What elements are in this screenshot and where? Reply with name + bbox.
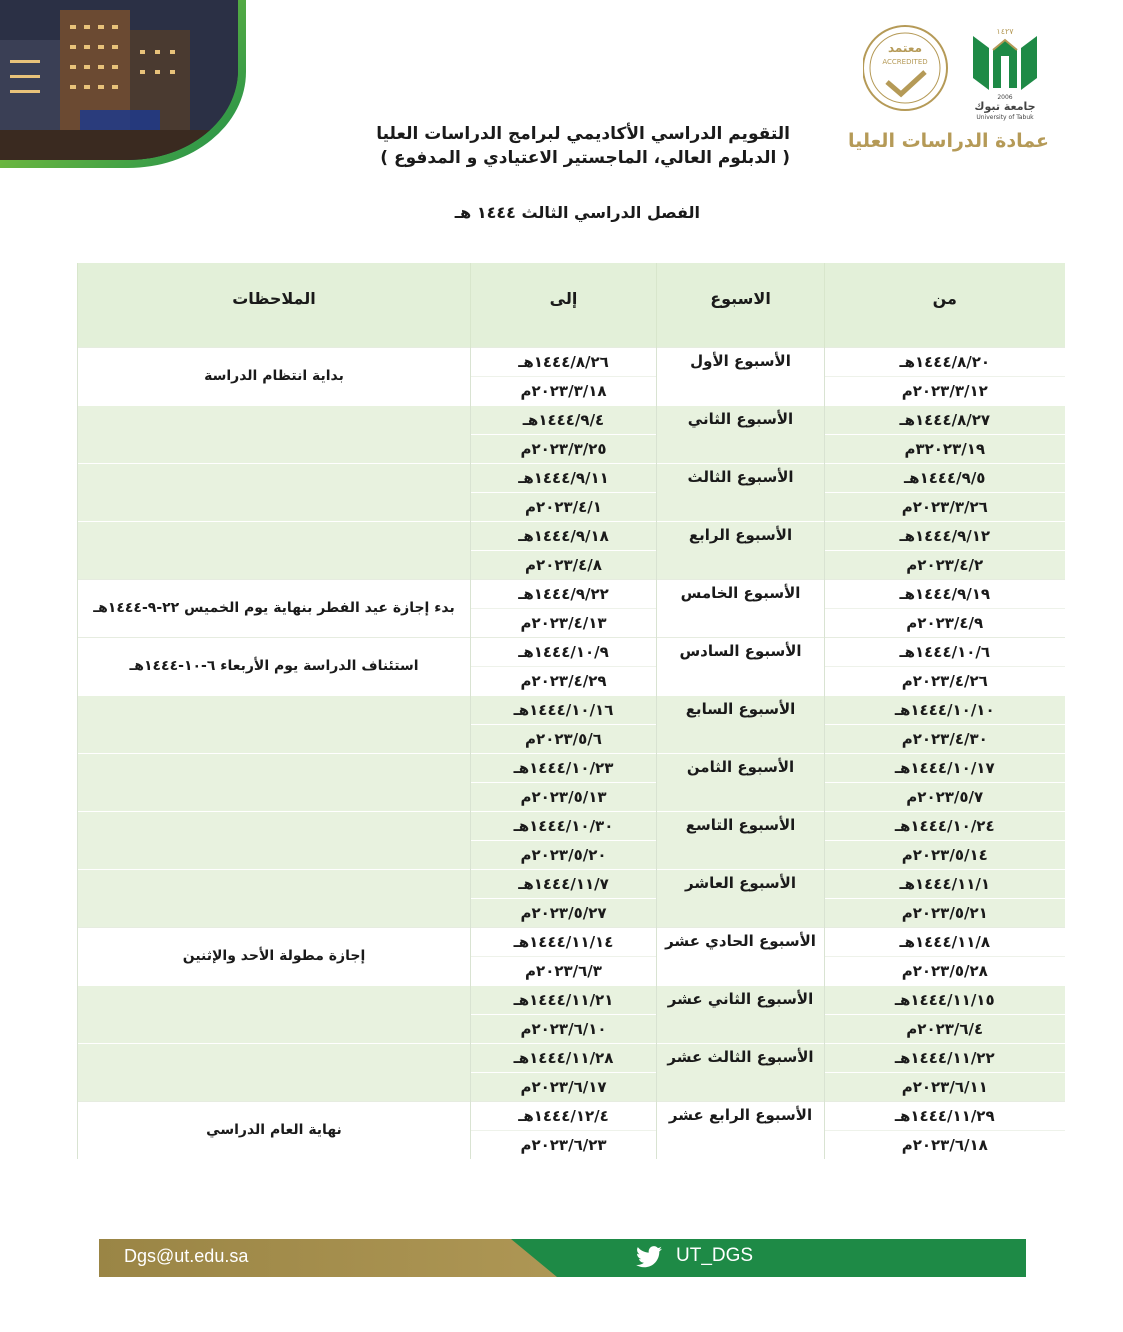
table-row [78,927,1065,956]
from-gregorian: ٢٠٢٣/٥/٢٨م [825,956,1065,985]
week-label: الأسبوع السادس [657,637,825,695]
to-hijri: ١٤٤٤/٩/١١هـ [471,463,657,492]
footer-twitter-handle[interactable]: UT_DGS [676,1245,754,1266]
notes-cell [78,985,471,1043]
to-gregorian: ٢٠٢٣/٥/٢٧م [471,898,657,927]
notes-cell [78,753,471,811]
notes-cell [78,463,471,521]
from-gregorian: ٢٠٢٣/٥/١٤م [825,840,1065,869]
to-hijri: ١٤٤٤/١٠/٢٣هـ [471,753,657,782]
week-label: الأسبوع السابع [657,695,825,753]
from-gregorian: ٢٠٢٣/٤/٢م [825,550,1065,579]
table-row [78,811,1065,840]
week-label: الأسبوع الثالث عشر [657,1043,825,1101]
week-label: الأسبوع الثاني [657,405,825,463]
notes-cell: نهاية العام الدراسي [78,1101,471,1159]
from-gregorian: ٢٠٢٣/٤/٩م [825,608,1065,637]
table-row [78,1043,1065,1072]
from-hijri: ١٤٤٤/٩/٥هـ [825,463,1065,492]
from-gregorian: ٢٠٢٣/٤/٢٦م [825,666,1065,695]
notes-cell: استئناف الدراسة يوم الأربعاء ٦-١٠-١٤٤٤هـ [78,637,471,695]
table-header-row [78,263,1065,347]
university-logo [863,22,1043,122]
table-row [78,1101,1065,1130]
notes-cell: بداية انتظام الدراسة [78,347,471,405]
logo-year: 2006 [997,94,1013,101]
week-label: الأسبوع الثاني عشر [657,985,825,1043]
table-row [78,463,1065,492]
week-label: الأسبوع الخامس [657,579,825,637]
week-label: الأسبوع التاسع [657,811,825,869]
to-hijri: ١٤٤٤/٩/٤هـ [471,405,657,434]
to-gregorian: ٢٠٢٣/٦/٣م [471,956,657,985]
to-hijri: ١٤٤٤/١١/٢١هـ [471,985,657,1014]
table-row [78,521,1065,550]
calendar-table [77,263,1065,1159]
from-gregorian: ٢٠٢٣/٤/٣٠م [825,724,1065,753]
to-gregorian: ٢٠٢٣/٣/٢٥م [471,434,657,463]
notes-cell [78,811,471,869]
from-hijri: ١٤٤٤/١٠/١٧هـ [825,753,1065,782]
term-title: الفصل الدراسي الثالث ١٤٤٤ هـ [454,203,700,222]
twitter-icon [636,1246,662,1268]
from-gregorian: ٢٠٢٣/٥/٧م [825,782,1065,811]
from-gregorian: ٢٠٢٣/٣/٢٦م [825,492,1065,521]
from-hijri: ١٤٤٤/٨/٢٧هـ [825,405,1065,434]
notes-cell [78,695,471,753]
week-label: الأسبوع الحادي عشر [657,927,825,985]
logo-name-en: University of Tabuk [976,114,1034,121]
from-hijri: ١٤٤٤/٨/٢٠هـ [825,347,1065,376]
week-label: الأسبوع الرابع [657,521,825,579]
to-gregorian: ٢٠٢٣/٥/٢٠م [471,840,657,869]
week-label: الأسبوع العاشر [657,869,825,927]
notes-cell: بدء إجازة عيد الفطر بنهاية يوم الخميس ٢٢-٩-١٤٤٤هـ [78,579,471,637]
to-gregorian: ٢٠٢٣/٣/١٨م [471,376,657,405]
to-hijri: ١٤٤٤/٨/٢٦هـ [471,347,657,376]
from-gregorian: ٢٠٢٣/٣/١٢م [825,376,1065,405]
to-hijri: ١٤٤٤/١٢/٤هـ [471,1101,657,1130]
to-hijri: ١٤٤٤/١١/٧هـ [471,869,657,898]
building-illustration [0,0,238,160]
from-hijri: ١٤٤٤/١١/٨هـ [825,927,1065,956]
logo-name: جامعة تبوك [974,100,1036,113]
footer-email[interactable]: Dgs@ut.edu.sa [124,1246,249,1266]
logos-area [863,22,1043,122]
to-hijri: ١٤٤٤/١١/١٤هـ [471,927,657,956]
to-hijri: ١٤٤٤/١٠/١٦هـ [471,695,657,724]
table-row [78,753,1065,782]
from-hijri: ١٤٤٤/٩/١٢هـ [825,521,1065,550]
to-gregorian: ٢٠٢٣/٦/٢٣م [471,1130,657,1159]
title-line-1: التقويم الدراسي الأكاديمي لبرامج الدراسات العليا [376,124,790,144]
from-hijri: ١٤٤٤/١١/٢٩هـ [825,1101,1065,1130]
to-hijri: ١٤٤٤/١٠/٣٠هـ [471,811,657,840]
table-row [78,405,1065,434]
table-row [78,347,1065,376]
to-gregorian: ٢٠٢٣/٦/١٠م [471,1014,657,1043]
from-hijri: ١٤٤٤/١١/١هـ [825,869,1065,898]
page-title [300,122,790,170]
from-hijri: ١٤٤٤/١١/٢٢هـ [825,1043,1065,1072]
table-row [78,579,1065,608]
week-label: الأسبوع الأول [657,347,825,405]
from-gregorian: ٢٠٢٣/٦/١١م [825,1072,1065,1101]
week-label: الأسبوع الثامن [657,753,825,811]
calendar-body [78,347,1065,1159]
to-hijri: ١٤٤٤/١٠/٩هـ [471,637,657,666]
notes-cell [78,521,471,579]
notes-cell [78,405,471,463]
to-gregorian: ٢٠٢٣/٤/١م [471,492,657,521]
to-hijri: ١٤٤٤/٩/٢٢هـ [471,579,657,608]
from-gregorian: ٢٠٢٣/٦/٤م [825,1014,1065,1043]
from-gregorian: ٢٠٢٣/٦/١٨م [825,1130,1065,1159]
table-row [78,985,1065,1014]
table-row [78,695,1065,724]
to-gregorian: ٢٠٢٣/٥/١٣م [471,782,657,811]
building-photo [0,0,238,160]
notes-cell [78,1043,471,1101]
col-header-from: من [825,263,1065,347]
from-hijri: ١٤٤٤/١٠/٦هـ [825,637,1065,666]
from-gregorian: ٣٢٠٢٣/١٩م [825,434,1065,463]
to-gregorian: ٢٠٢٣/٤/٢٩م [471,666,657,695]
accredited-ar-text: معتمد [887,41,923,55]
to-hijri: ١٤٤٤/٩/١٨هـ [471,521,657,550]
from-gregorian: ٢٠٢٣/٥/٢١م [825,898,1065,927]
from-hijri: ١٤٤٤/١١/١٥هـ [825,985,1065,1014]
deanship-title: عمادة الدراسات العليا [847,130,1049,152]
col-header-week: الاسبوع [657,263,825,347]
accredited-en-text: ACCREDITED [882,58,928,66]
to-gregorian: ٢٠٢٣/٤/٨م [471,550,657,579]
notes-cell [78,869,471,927]
to-gregorian: ٢٠٢٣/٥/٦م [471,724,657,753]
from-hijri: ١٤٤٤/١٠/١٠هـ [825,695,1065,724]
col-header-notes: الملاحظات [78,263,471,347]
to-hijri: ١٤٤٤/١١/٢٨هـ [471,1043,657,1072]
col-header-to: إلى [471,263,657,347]
to-gregorian: ٢٠٢٣/٦/١٧م [471,1072,657,1101]
to-gregorian: ٢٠٢٣/٤/١٣م [471,608,657,637]
logo-hijri: ١٤٢٧ [996,27,1014,36]
table-row [78,869,1065,898]
from-hijri: ١٤٤٤/٩/١٩هـ [825,579,1065,608]
week-label: الأسبوع الثالث [657,463,825,521]
title-line-2: ( الدبلوم العالي، الماجستير الاعتيادي و المدفوع ) [380,148,790,168]
week-label: الأسبوع الرابع عشر [657,1101,825,1159]
table-row [78,637,1065,666]
from-hijri: ١٤٤٤/١٠/٢٤هـ [825,811,1065,840]
notes-cell: إجازة مطولة الأحد والإثنين [78,927,471,985]
